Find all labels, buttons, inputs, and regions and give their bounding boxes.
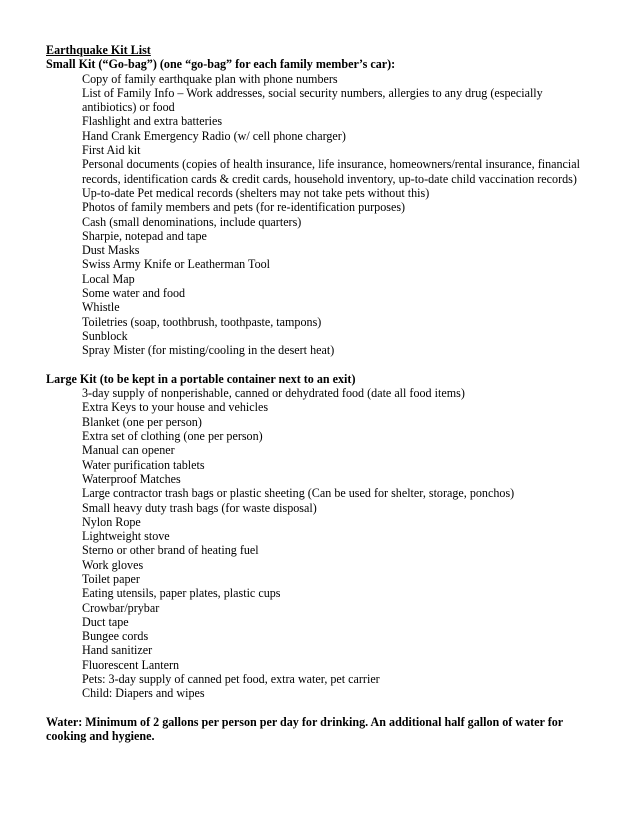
document-title: Earthquake Kit List: [46, 43, 151, 57]
list-item: Lightweight stove: [82, 529, 170, 544]
list-item: Up-to-date Pet medical records (shelters may not take pets without this): [82, 185, 430, 200]
list-item: Child: Diapers and wipes: [82, 686, 205, 701]
small-kit-list: [46, 72, 596, 358]
list-item: Eating utensils, paper plates, plastic cups: [82, 586, 281, 601]
list-item: Toilet paper: [82, 571, 140, 586]
list-item: Hand sanitizer: [82, 643, 153, 658]
list-item: Extra set of clothing (one per person): [82, 429, 263, 444]
list-item: Duct tape: [82, 614, 129, 629]
list-item: Nylon Rope: [82, 514, 141, 529]
list-item: Extra Keys to your house and vehicles: [82, 400, 269, 415]
small-kit-heading: Small Kit (“Go-bag”) (one “go-bag” for each family member’s car):: [46, 57, 396, 72]
list-item: Pets: 3-day supply of canned pet food, extra water, pet carrier: [82, 672, 380, 687]
list-item: Whistle: [82, 300, 120, 315]
list-item: 3-day supply of nonperishable, canned or dehydrated food (date all food items): [82, 386, 465, 401]
list-item: Crowbar/prybar: [82, 600, 160, 615]
list-item: Sharpie, notepad and tape: [82, 228, 207, 243]
list-item: Manual can opener: [82, 443, 175, 458]
list-item: Swiss Army Knife or Leatherman Tool: [82, 257, 271, 272]
list-item: List of Family Info – Work addresses, social security numbers, allergies to any drug (especially antibiotics) or food: [82, 85, 543, 115]
list-item: First Aid kit: [82, 143, 141, 158]
water-note: Water: Minimum of 2 gallons per person per day for drinking. An additional half gallon of water for cooking and hygiene.: [46, 714, 563, 744]
list-item: Personal documents (copies of health insurance, life insurance, homeowners/rental insurance, financial records, identification cards & credit cards, household inventory, up-to-date child vaccination records): [82, 157, 581, 186]
list-item: Photos of family members and pets (for re-identification purposes): [82, 200, 406, 215]
list-item: Hand Crank Emergency Radio (w/ cell phone charger): [82, 128, 346, 143]
list-item: Some water and food: [82, 286, 186, 301]
list-item: Sterno or other brand of heating fuel: [82, 543, 259, 558]
large-kit-heading: Large Kit (to be kept in a portable container next to an exit): [46, 371, 356, 386]
list-item: Sunblock: [82, 328, 128, 343]
list-item: Fluorescent Lantern: [82, 657, 180, 672]
list-item: Toiletries (soap, toothbrush, toothpaste, tampons): [82, 314, 322, 329]
list-item: Cash (small denominations, include quarters): [82, 214, 302, 229]
section-spacer: [46, 358, 596, 372]
list-item: Bungee cords: [82, 629, 149, 644]
list-item: Dust Masks: [82, 243, 140, 258]
list-item: Work gloves: [82, 557, 144, 572]
list-item: Local Map: [82, 271, 135, 286]
list-item: Copy of family earthquake plan with phone numbers: [82, 71, 338, 86]
large-kit-list: [46, 386, 596, 701]
list-item: Water purification tablets: [82, 457, 205, 472]
list-item: Large contractor trash bags or plastic sheeting (Can be used for shelter, storage, ponchos): [82, 486, 515, 501]
list-item: Waterproof Matches: [82, 471, 181, 486]
list-item: Small heavy duty trash bags (for waste disposal): [82, 500, 317, 515]
list-item: Blanket (one per person): [82, 414, 202, 429]
section-spacer: [46, 701, 596, 715]
list-item: Flashlight and extra batteries: [82, 114, 223, 129]
list-item: Spray Mister (for misting/cooling in the desert heat): [82, 343, 335, 358]
